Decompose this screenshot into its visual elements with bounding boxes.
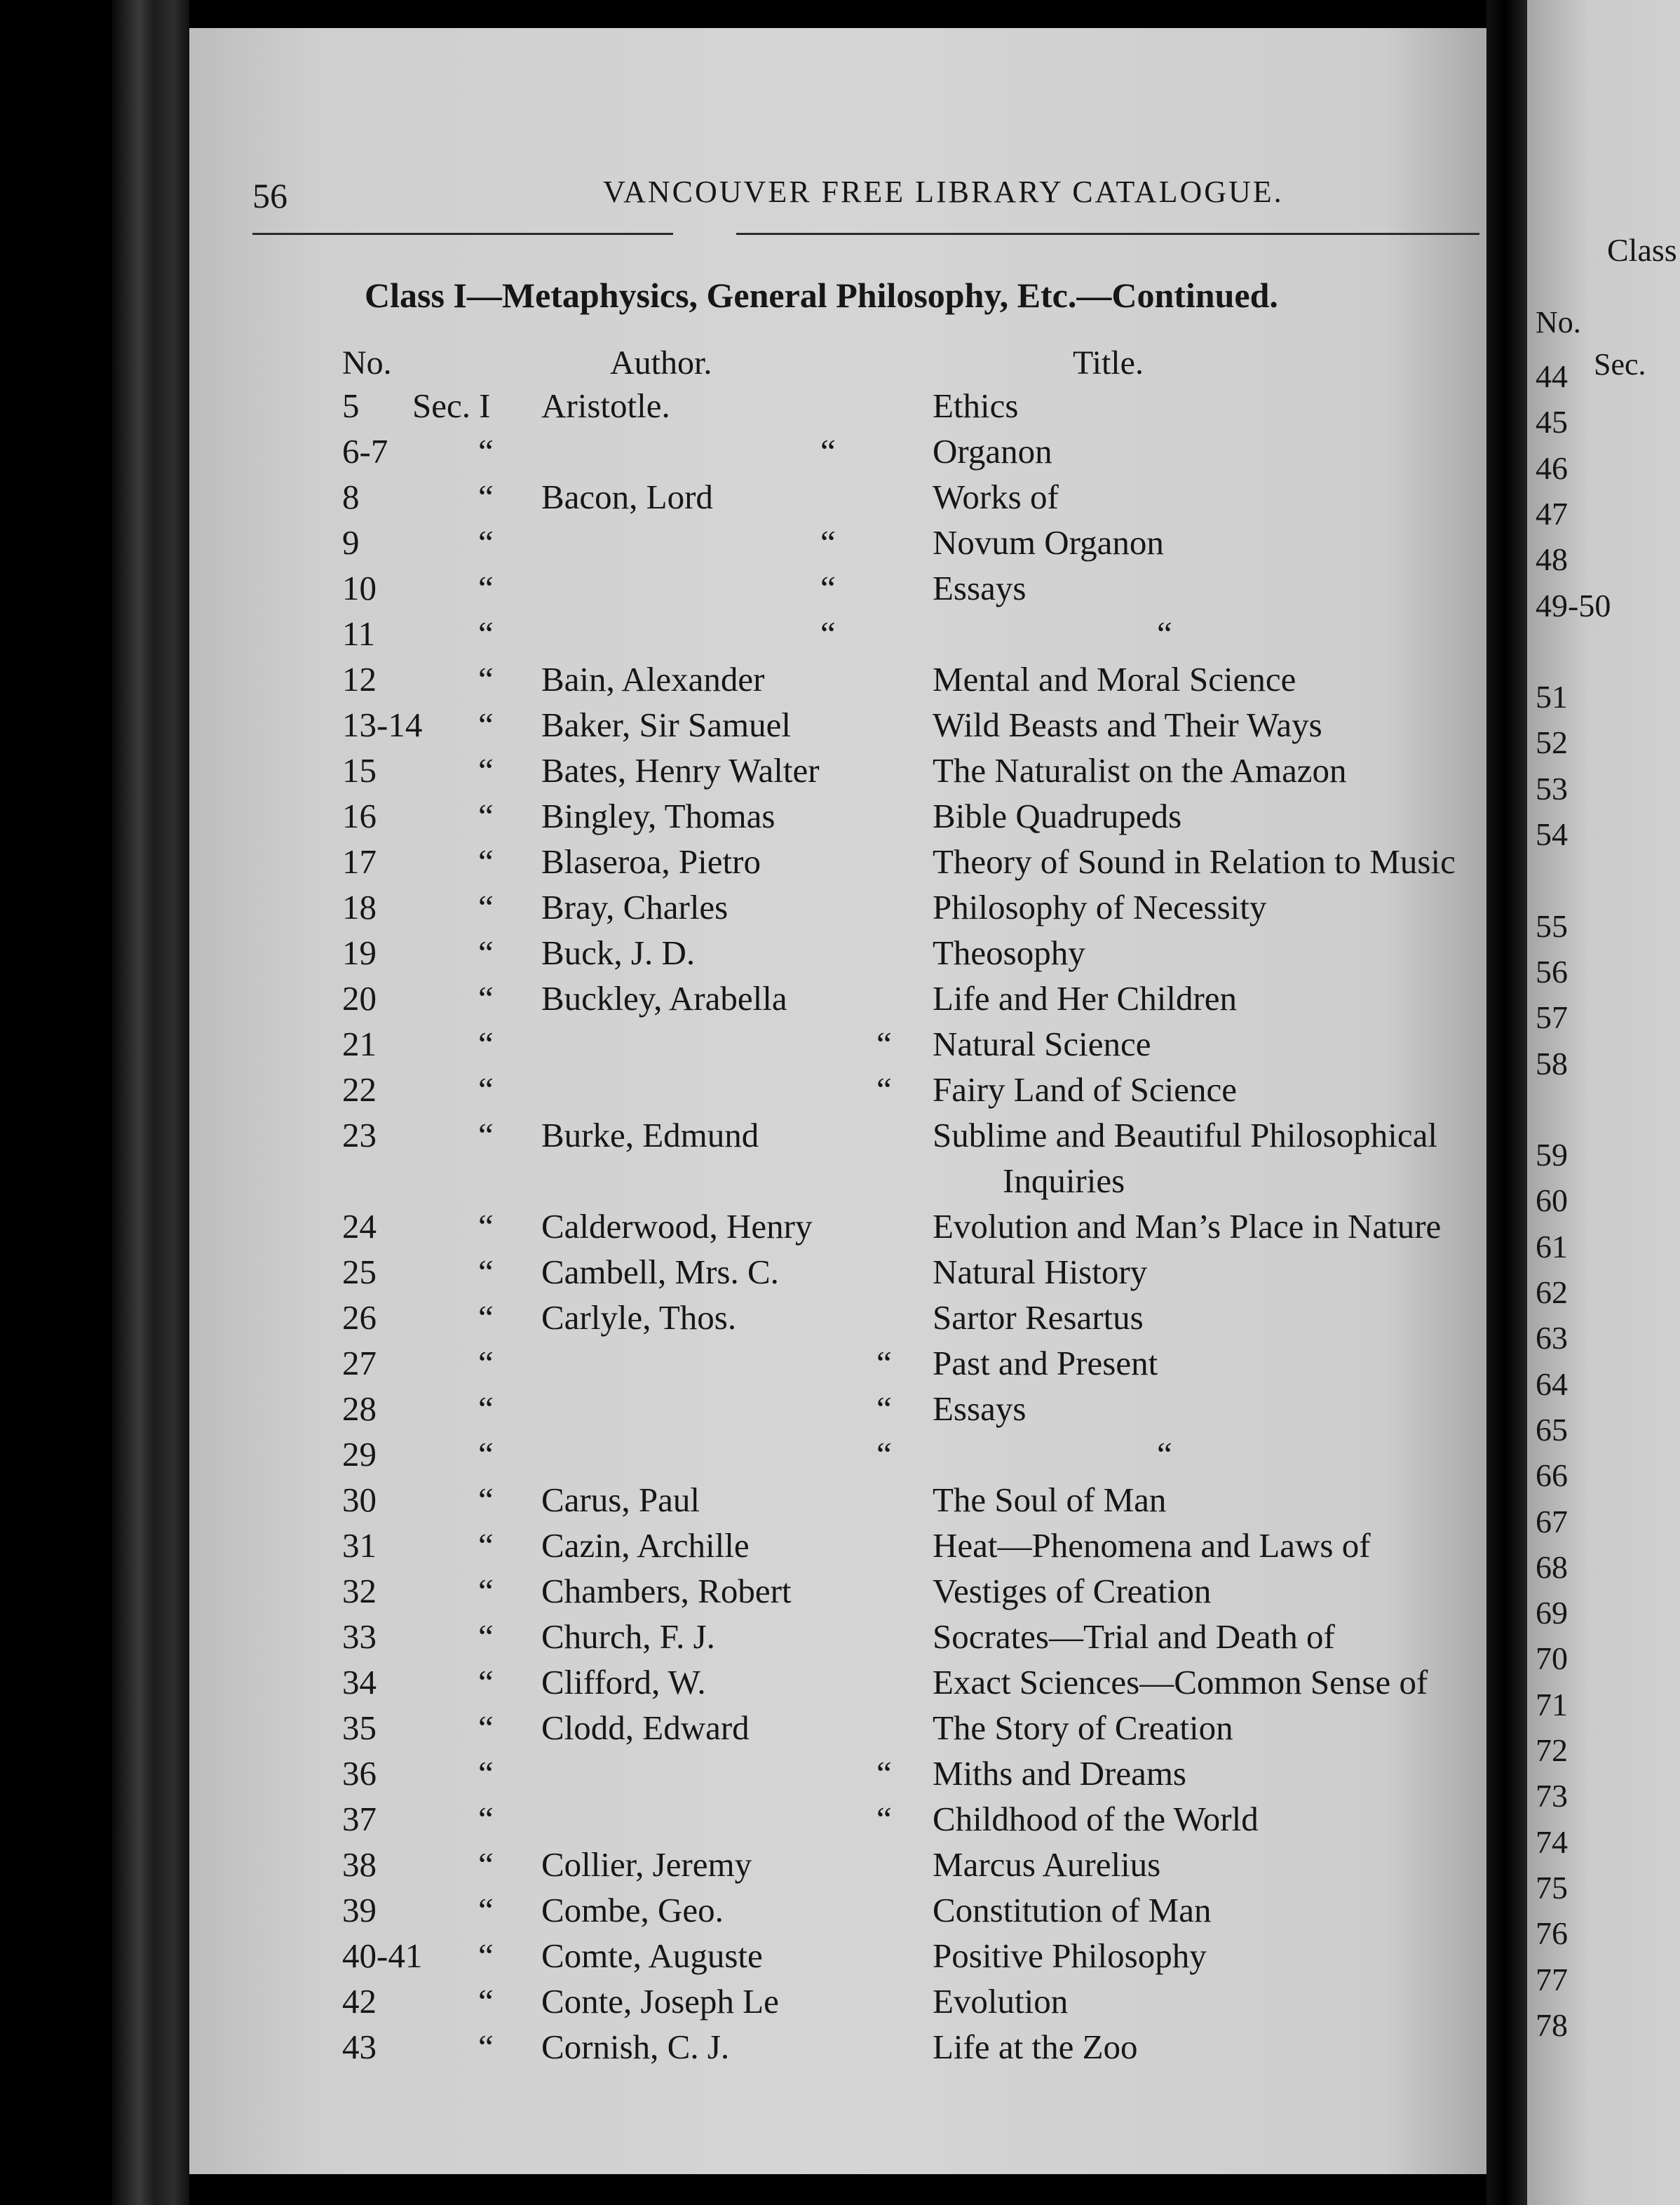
table-row — [189, 1662, 1486, 1707]
table-row — [189, 1617, 1486, 1661]
entry-number: 22 — [342, 1070, 377, 1109]
facing-entry-number: 67 — [1536, 1503, 1568, 1539]
entry-number: 19 — [342, 933, 377, 972]
entry-section: “ — [478, 1891, 494, 1929]
entry-author: Bain, Alexander — [541, 660, 765, 699]
table-row — [189, 1297, 1486, 1342]
entry-number: 40-41 — [342, 1936, 423, 1975]
entry-title: Heat—Phenomena and Laws of — [933, 1526, 1371, 1565]
entry-section: “ — [478, 1344, 494, 1382]
facing-entry-number: 78 — [1536, 2007, 1568, 2043]
entry-number: 28 — [342, 1389, 377, 1428]
facing-entry-number: 76 — [1536, 1915, 1568, 1952]
entry-author: Combe, Geo. — [541, 1891, 724, 1929]
entry-author: Bray, Charles — [541, 888, 729, 926]
entry-title: Constitution of Man — [933, 1891, 1212, 1929]
entry-section: “ — [478, 1800, 494, 1838]
facing-entry-number: 56 — [1536, 953, 1568, 990]
entry-title: Wild Beasts and Their Ways — [933, 706, 1322, 744]
entry-title: Sartor Resartus — [933, 1298, 1144, 1337]
entry-title: Ethics — [933, 386, 1019, 425]
entry-author: Comte, Auguste — [541, 1936, 763, 1975]
book-binding — [112, 0, 189, 2205]
entry-number: 24 — [342, 1207, 377, 1246]
entry-title: Mental and Moral Science — [933, 660, 1296, 699]
table-row — [189, 1890, 1486, 1935]
entry-title: Evolution — [933, 1982, 1069, 2021]
facing-column-header-no: No. — [1536, 305, 1581, 339]
entry-section: “ — [478, 933, 494, 972]
entry-author: Burke, Edmund — [541, 1116, 759, 1154]
facing-entry-number: 64 — [1536, 1366, 1568, 1402]
entry-author: “ — [820, 614, 836, 653]
facing-entry-number: 47 — [1536, 495, 1568, 532]
entry-title: Philosophy of Necessity — [933, 888, 1267, 926]
entry-author: Carus, Paul — [541, 1481, 700, 1519]
facing-entry-number: 71 — [1536, 1686, 1568, 1722]
entry-author: “ — [876, 1389, 892, 1428]
entry-section: “ — [478, 1754, 494, 1793]
entry-section: “ — [478, 888, 494, 926]
entry-section: “ — [478, 1435, 494, 1474]
entry-title: Bible Quadrupeds — [933, 797, 1182, 835]
entry-author: “ — [876, 1070, 892, 1109]
facing-entry-number: 62 — [1536, 1274, 1568, 1310]
entry-section: “ — [478, 478, 494, 516]
table-row — [189, 1343, 1486, 1388]
entry-section: “ — [478, 1116, 494, 1154]
entry-title: Positive Philosophy — [933, 1936, 1207, 1975]
entry-section: “ — [478, 1572, 494, 1610]
catalogue-page — [189, 28, 1486, 2174]
column-header-author: Author. — [610, 344, 712, 382]
entry-author: Church, F. J. — [541, 1617, 715, 1656]
facing-entry-number: 54 — [1536, 816, 1568, 852]
page-gutter — [1486, 0, 1527, 2205]
table-row — [189, 1525, 1486, 1570]
entry-section: “ — [478, 706, 494, 744]
table-row — [189, 1252, 1486, 1297]
facing-entry-number: 61 — [1536, 1228, 1568, 1265]
page-header — [252, 140, 1472, 224]
header-rule-left — [252, 233, 673, 235]
entry-author: “ — [820, 432, 836, 471]
entry-title: Fairy Land of Science — [933, 1070, 1238, 1109]
table-row — [189, 2027, 1486, 2072]
entry-number: 37 — [342, 1800, 377, 1838]
entry-section: “ — [478, 1936, 494, 1975]
entry-section: “ — [478, 1481, 494, 1519]
entry-title: Vestiges of Creation — [933, 1572, 1212, 1610]
column-header-no: No. — [342, 344, 392, 382]
entry-section: “ — [478, 979, 494, 1018]
entry-author: Clodd, Edward — [541, 1708, 750, 1747]
facing-entry-number: 77 — [1536, 1961, 1568, 1997]
entry-section: “ — [478, 660, 494, 699]
entry-section: “ — [478, 1617, 494, 1656]
entry-author: Chambers, Robert — [541, 1572, 792, 1610]
entry-section: “ — [478, 1663, 494, 1701]
table-row — [189, 1024, 1486, 1069]
entry-title: Essays — [933, 1389, 1027, 1428]
column-header-title: Title. — [1073, 344, 1144, 382]
entry-number: 26 — [342, 1298, 377, 1337]
entry-title: Sublime and Beautiful Philosophical — [933, 1116, 1437, 1154]
entry-author: Bingley, Thomas — [541, 797, 775, 835]
entry-section: “ — [478, 842, 494, 881]
entry-section: “ — [478, 1845, 494, 1884]
entry-number: 27 — [342, 1344, 377, 1382]
entry-number: 6-7 — [342, 432, 388, 471]
entry-author: Collier, Jeremy — [541, 1845, 752, 1884]
entry-number: 34 — [342, 1663, 377, 1701]
entry-number: 35 — [342, 1708, 377, 1747]
entry-number: 31 — [342, 1526, 377, 1565]
entry-number: 20 — [342, 979, 377, 1018]
facing-entry-number: 51 — [1536, 679, 1568, 715]
facing-entry-number: 46 — [1536, 450, 1568, 486]
facing-entry-number: 58 — [1536, 1045, 1568, 1081]
entry-section: “ — [478, 1389, 494, 1428]
entry-author: Bacon, Lord — [541, 478, 713, 516]
facing-entry-number: 53 — [1536, 770, 1568, 807]
entry-title: Evolution and Man’s Place in Nature — [933, 1207, 1442, 1246]
entry-section: “ — [478, 614, 494, 653]
facing-entry-number: 60 — [1536, 1182, 1568, 1219]
facing-entry-number: 72 — [1536, 1732, 1568, 1768]
entry-title: Past and Present — [933, 1344, 1158, 1382]
table-row — [189, 1480, 1486, 1525]
facing-entry-number: 65 — [1536, 1411, 1568, 1448]
entry-title: Life and Her Children — [933, 979, 1238, 1018]
table-row — [189, 614, 1486, 659]
entry-title: Essays — [933, 569, 1027, 607]
entry-title: Marcus Aurelius — [933, 1845, 1161, 1884]
table-row — [189, 887, 1486, 932]
entry-author: Cazin, Archille — [541, 1526, 750, 1565]
entry-title: Natural Science — [933, 1025, 1151, 1063]
entry-number: 11 — [342, 614, 376, 653]
entry-number: 33 — [342, 1617, 377, 1656]
entry-title: Organon — [933, 432, 1052, 471]
entry-section: “ — [478, 2028, 494, 2066]
entry-number: 30 — [342, 1481, 377, 1519]
entry-author: “ — [876, 1435, 892, 1474]
entry-number: 15 — [342, 751, 377, 790]
entry-section: “ — [478, 1025, 494, 1063]
facing-entry-number: 49-50 — [1536, 587, 1611, 623]
entry-author: Bates, Henry Walter — [541, 751, 820, 790]
table-row — [189, 1434, 1486, 1479]
entry-section: Sec. I — [412, 386, 491, 425]
entry-author: “ — [820, 523, 836, 562]
table-row — [189, 1845, 1486, 1889]
entry-author: “ — [876, 1025, 892, 1063]
entry-section: “ — [478, 523, 494, 562]
entry-number: 9 — [342, 523, 360, 562]
table-row — [189, 1708, 1486, 1753]
entry-number: 21 — [342, 1025, 377, 1063]
table-row — [189, 1389, 1486, 1434]
entry-section: “ — [478, 1526, 494, 1565]
entry-title: Miths and Dreams — [933, 1754, 1186, 1793]
table-row-continuation — [189, 1161, 1486, 1206]
entry-number: 36 — [342, 1754, 377, 1793]
entry-title: Socrates—Trial and Death of — [933, 1617, 1335, 1656]
table-row — [189, 522, 1486, 567]
table-row — [189, 1936, 1486, 1981]
entry-number: 18 — [342, 888, 377, 926]
class-heading: Class I—Metaphysics, General Philosophy, Etc.—Continued. — [365, 276, 1278, 315]
entry-author: Buckley, Arabella — [541, 979, 787, 1018]
running-title: VANCOUVER FREE LIBRARY CATALOGUE. — [603, 175, 1284, 209]
table-row — [189, 1206, 1486, 1251]
entry-title: Theosophy — [933, 933, 1085, 972]
entry-section: “ — [478, 432, 494, 471]
facing-entry-number: 73 — [1536, 1778, 1568, 1814]
entry-section: “ — [478, 1298, 494, 1337]
entry-number: 8 — [342, 478, 360, 516]
facing-entry-number: 57 — [1536, 999, 1568, 1036]
entry-author: Cornish, C. J. — [541, 2028, 730, 2066]
facing-entry-number: 66 — [1536, 1457, 1568, 1494]
entry-title: Natural History — [933, 1253, 1148, 1291]
page-number: 56 — [252, 176, 287, 215]
entry-number: 29 — [342, 1435, 377, 1474]
facing-entry-number: 59 — [1536, 1137, 1568, 1173]
entry-section: “ — [478, 751, 494, 790]
entry-author: “ — [820, 569, 836, 607]
entry-section: “ — [478, 1253, 494, 1291]
facing-entry-number: 75 — [1536, 1869, 1568, 1906]
entry-section: “ — [478, 1708, 494, 1747]
facing-entry-number: 45 — [1536, 404, 1568, 440]
entry-number: 23 — [342, 1116, 377, 1154]
entry-number: 5 — [342, 386, 360, 425]
entry-title: Theory of Sound in Relation to Music — [933, 842, 1456, 881]
entry-section: “ — [478, 569, 494, 607]
entry-author: Baker, Sir Samuel — [541, 706, 791, 744]
facing-page-heading: Class — [1607, 232, 1677, 268]
table-row — [189, 796, 1486, 841]
entry-number: 17 — [342, 842, 377, 881]
entry-title: “ — [1157, 614, 1172, 653]
entry-number: 10 — [342, 569, 377, 607]
entry-title: Works of — [933, 478, 1059, 516]
entry-author: Clifford, W. — [541, 1663, 706, 1701]
entry-number: 39 — [342, 1891, 377, 1929]
header-rule-right — [736, 233, 1479, 235]
facing-entry-number: 69 — [1536, 1595, 1568, 1631]
entry-number: 13-14 — [342, 706, 423, 744]
entry-author: Conte, Joseph Le — [541, 1982, 779, 2021]
table-row — [189, 477, 1486, 522]
entry-author: Calderwood, Henry — [541, 1207, 813, 1246]
entry-author: “ — [876, 1754, 892, 1793]
entry-author: Carlyle, Thos. — [541, 1298, 737, 1337]
table-row — [189, 1799, 1486, 1844]
table-row — [189, 1070, 1486, 1114]
entry-author: “ — [876, 1344, 892, 1382]
facing-entry-number: 52 — [1536, 724, 1568, 761]
entry-title: The Story of Creation — [933, 1708, 1233, 1747]
facing-entry-number: 68 — [1536, 1549, 1568, 1585]
entry-title: Childhood of the World — [933, 1800, 1259, 1838]
entry-number: 38 — [342, 1845, 377, 1884]
entry-author: Blaseroa, Pietro — [541, 842, 761, 881]
facing-entry-number: 44 — [1536, 358, 1568, 394]
table-row — [189, 568, 1486, 613]
entry-title: The Soul of Man — [933, 1481, 1167, 1519]
entry-title: Life at the Zoo — [933, 2028, 1138, 2066]
entry-title-continuation: Inquiries — [1003, 1161, 1125, 1200]
entry-number: 43 — [342, 2028, 377, 2066]
facing-entry-number: 70 — [1536, 1640, 1568, 1677]
facing-entry-number: 48 — [1536, 541, 1568, 578]
entry-number: 42 — [342, 1982, 377, 2021]
entry-section: “ — [478, 797, 494, 835]
entry-number: 25 — [342, 1253, 377, 1291]
entry-author: Cambell, Mrs. C. — [541, 1253, 779, 1291]
facing-entry-number: 74 — [1536, 1823, 1568, 1860]
entry-title: Exact Sciences—Common Sense of — [933, 1663, 1428, 1701]
entry-title: The Naturalist on the Amazon — [933, 751, 1347, 790]
entry-number: 16 — [342, 797, 377, 835]
table-row — [189, 933, 1486, 978]
table-row — [189, 1753, 1486, 1798]
table-row — [189, 750, 1486, 795]
table-row — [189, 659, 1486, 704]
entry-title: “ — [1157, 1435, 1172, 1474]
facing-entry-number: 63 — [1536, 1320, 1568, 1356]
facing-page — [1527, 0, 1680, 2205]
table-row — [189, 978, 1486, 1023]
facing-entry-number: 55 — [1536, 908, 1568, 944]
table-row — [189, 431, 1486, 476]
table-row — [189, 705, 1486, 750]
entry-number: 32 — [342, 1572, 377, 1610]
table-row — [189, 1981, 1486, 2026]
entry-section: “ — [478, 1207, 494, 1246]
entry-author: Aristotle. — [541, 386, 670, 425]
entry-section: “ — [478, 1070, 494, 1109]
entry-section: “ — [478, 1982, 494, 2021]
table-row — [189, 386, 1486, 431]
table-row — [189, 1115, 1486, 1160]
entry-author: “ — [876, 1800, 892, 1838]
entry-title: Novum Organon — [933, 523, 1164, 562]
table-row — [189, 1571, 1486, 1616]
entry-author: Buck, J. D. — [541, 933, 696, 972]
facing-column-header-sec: Sec. — [1594, 347, 1646, 382]
table-row — [189, 842, 1486, 886]
entry-number: 12 — [342, 660, 377, 699]
